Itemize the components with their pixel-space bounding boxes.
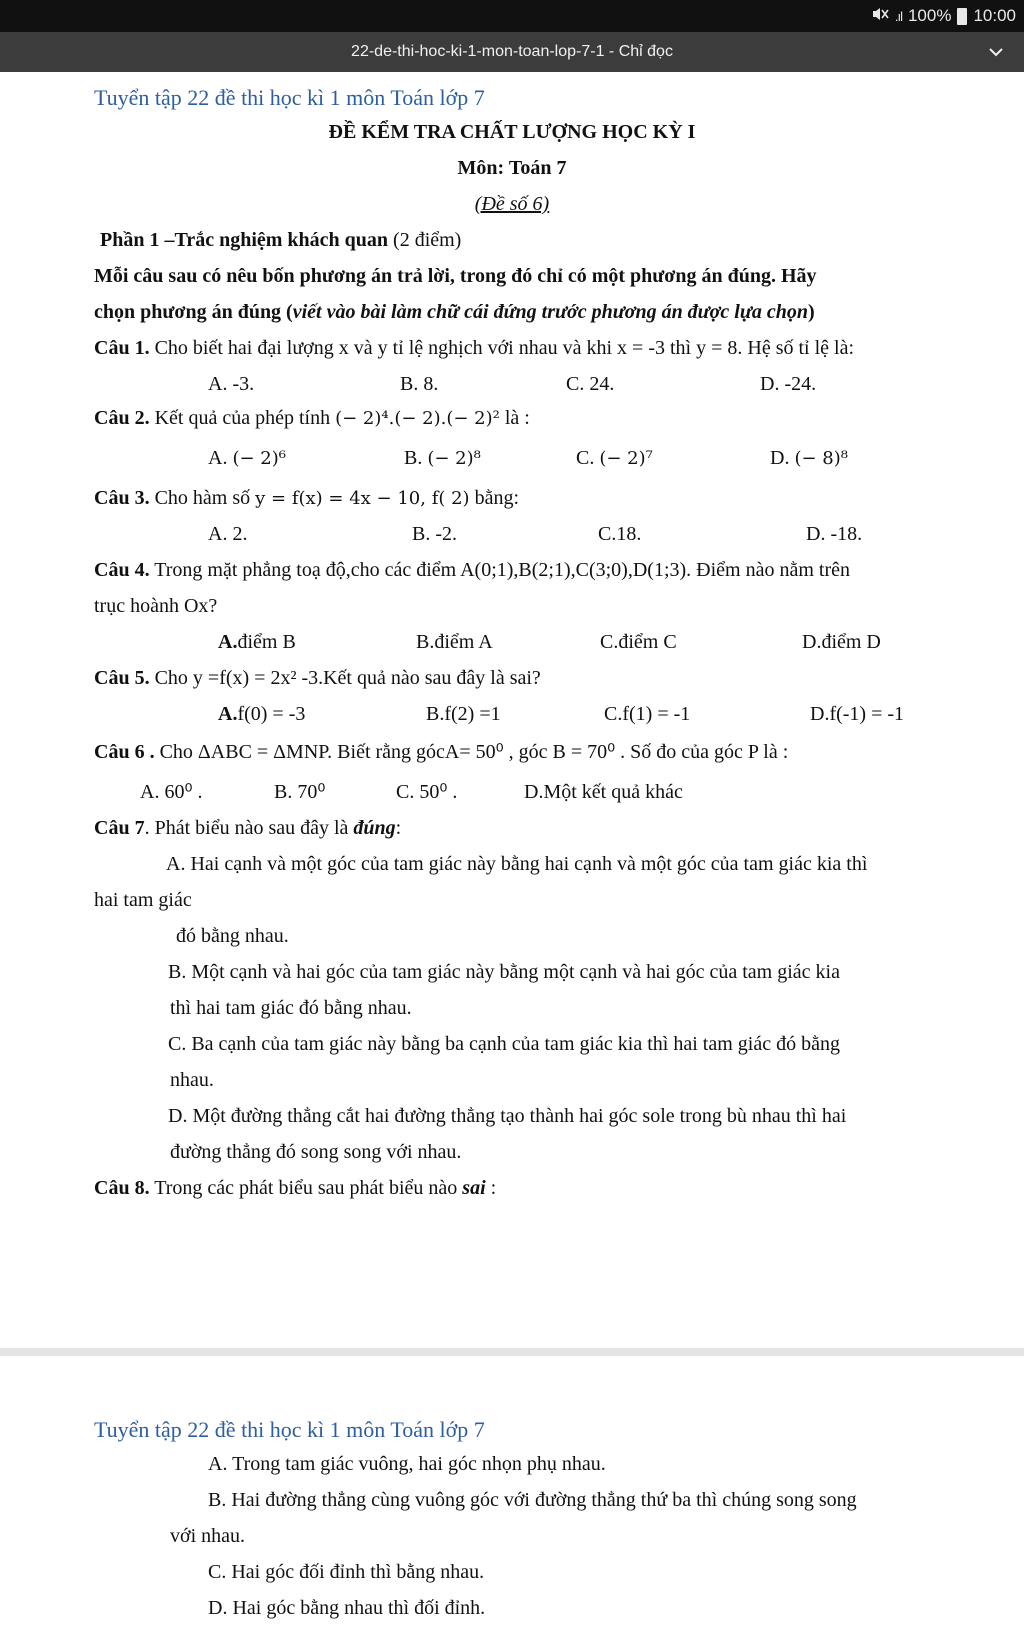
- exam-number: (Đề số 6): [474, 193, 550, 215]
- battery-icon: [957, 8, 967, 25]
- question-2: Câu 2. Kết quả của phép tính (− 2)⁴.(− 2).(− 2)² là :: [94, 407, 530, 429]
- q7-option-b-cont: thì hai tam giác đó bằng nhau.: [170, 997, 412, 1019]
- chevron-down-icon[interactable]: [986, 42, 1006, 62]
- page-header-2: Tuyển tập 22 đề thi học kì 1 môn Toán lớp 7: [94, 1417, 485, 1442]
- q4-option-a: A.điểm B: [218, 631, 296, 653]
- q6-option-a: A. 60⁰ .: [140, 781, 203, 803]
- q7-option-d: D. Một đường thẳng cắt hai đường thẳng tạo thành hai góc sole trong bù nhau thì hai: [168, 1105, 847, 1127]
- q2-option-d: D. (− 8)⁸: [770, 447, 848, 469]
- question-3: Câu 3. Cho hàm số y = f(x) = 4x − 10, f( 2) bằng:: [94, 487, 520, 509]
- q8-option-c: C. Hai góc đối đỉnh thì bằng nhau.: [208, 1561, 485, 1583]
- q8-option-d: D. Hai góc bằng nhau thì đối đỉnh.: [208, 1597, 486, 1619]
- q7-option-a-cont: hai tam giác: [94, 889, 192, 911]
- q3-option-d: D. -18.: [806, 523, 863, 545]
- exam-title: ĐỀ KỂM TRA CHẤT LƯỢNG HỌC KỲ I: [328, 121, 696, 143]
- q1-option-b: B. 8.: [400, 373, 439, 395]
- q1-option-c: C. 24.: [566, 373, 615, 395]
- q7-option-a-cont2: đó bằng nhau.: [176, 925, 289, 947]
- mute-icon: [871, 6, 889, 27]
- question-7: Câu 7. Phát biểu nào sau đây là đúng:: [94, 817, 402, 839]
- q3-option-b: B. -2.: [412, 523, 457, 545]
- question-5: Câu 5. Cho y =f(x) = 2x² -3.Kết quả nào sau đây là sai?: [94, 667, 541, 689]
- question-6: Câu 6 . Cho ΔABC = ΔMNP. Biết rằng gócA= 50⁰ , góc B = 70⁰ . Số đo của góc P là :: [94, 741, 789, 763]
- q6-option-b: B. 70⁰: [274, 781, 326, 803]
- page-separator: [0, 1348, 1024, 1356]
- q2-option-a: A. (− 2)⁶: [208, 447, 286, 469]
- q2-option-c: C. (− 2)⁷: [576, 447, 653, 469]
- question-4: Câu 4. Trong mặt phẳng toạ độ,cho các điểm A(0;1),B(2;1),C(3;0),D(1;3). Điểm nào nằm trên: [94, 559, 850, 581]
- instruction-line-1: Mỗi câu sau có nêu bốn phương án trả lời, trong đó chỉ có một phương án đúng. Hãy: [94, 265, 817, 287]
- question-1: Câu 1. Cho biết hai đại lượng x và y tỉ lệ nghịch với nhau và khi x = -3 thì y = 8. Hệ số tỉ lệ là:: [94, 337, 855, 359]
- q1-option-a: A. -3.: [208, 373, 255, 395]
- q3-option-c: C.18.: [598, 523, 642, 545]
- q7-option-c-cont: nhau.: [170, 1069, 214, 1091]
- document-page-1: [0, 72, 1024, 1348]
- q5-option-d: D.f(-1) = -1: [810, 703, 905, 725]
- q4-option-b: B.điểm A: [416, 631, 493, 653]
- q4-option-d: D.điểm D: [802, 631, 881, 653]
- q8-option-b-cont: với nhau.: [170, 1525, 246, 1547]
- q6-option-c: C. 50⁰ .: [396, 781, 458, 803]
- q3-option-a: A. 2.: [208, 523, 248, 545]
- q1-option-d: D. -24.: [760, 373, 817, 395]
- page-header: Tuyển tập 22 đề thi học kì 1 môn Toán lớp 7: [94, 85, 485, 110]
- q7-option-c: C. Ba cạnh của tam giác này bằng ba cạnh của tam giác kia thì hai tam giác đó bằng: [168, 1033, 840, 1055]
- document-title: 22-de-thi-hoc-ki-1-mon-toan-lop-7-1 - Chỉ đọc: [351, 43, 673, 60]
- q8-option-a: A. Trong tam giác vuông, hai góc nhọn phụ nhau.: [208, 1453, 606, 1475]
- exam-subject: Môn: Toán 7: [457, 157, 567, 179]
- q8-option-b: B. Hai đường thẳng cùng vuông góc với đường thẳng thứ ba thì chúng song song: [208, 1489, 857, 1511]
- q5-option-c: C.f(1) = -1: [604, 703, 691, 725]
- signal-icon: .ıl: [894, 8, 902, 24]
- battery-percent: 100%: [907, 6, 952, 25]
- status-bar: [0, 0, 1024, 32]
- q7-option-a: A. Hai cạnh và một góc của tam giác này bằng hai cạnh và một góc của tam giác kia thì: [166, 853, 868, 875]
- document-page-2: [0, 1356, 1024, 1638]
- q2-option-b: B. (− 2)⁸: [404, 447, 481, 469]
- q5-option-a: A.f(0) = -3: [218, 703, 306, 725]
- clock: 10:00: [973, 6, 1016, 25]
- document-title-bar[interactable]: [0, 32, 1024, 72]
- q7-option-b: B. Một cạnh và hai góc của tam giác này bằng một cạnh và hai góc của tam giác kia: [168, 961, 840, 983]
- q6-option-d: D.Một kết quả khác: [524, 781, 683, 803]
- instruction-line-2: chọn phương án đúng (viết vào bài làm chữ cái đứng trước phương án được lựa chọn): [94, 301, 815, 323]
- q7-option-d-cont: đường thẳng đó song song với nhau.: [170, 1141, 462, 1163]
- question-4-cont: trục hoành Ox?: [94, 595, 218, 617]
- q5-option-b: B.f(2) =1: [426, 703, 501, 725]
- part1-heading: Phần 1 –Trắc nghiệm khách quan (2 điểm): [100, 229, 462, 251]
- question-8: Câu 8. Trong các phát biểu sau phát biểu nào sai :: [94, 1177, 497, 1199]
- q4-option-c: C.điểm C: [600, 631, 677, 653]
